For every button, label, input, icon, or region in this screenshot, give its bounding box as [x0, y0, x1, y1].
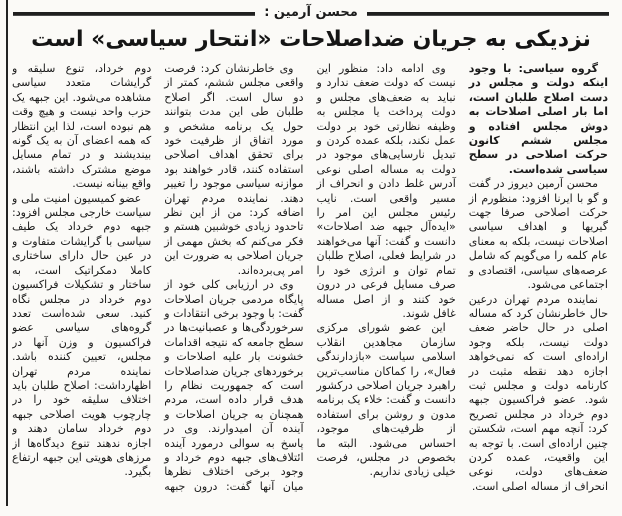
byline-rule-right	[367, 12, 609, 16]
paragraph: وی خاطرنشان کرد: فرصت واقعی مجلس ششم، کمتر از دو سال است. اگر اصلاح طلبان طی این مدت بتوانند حول یک برنامه مشخص و مورد اتفاق از ظرفیت خود برای تحقق اهداف اصلاحی استفاده کنند، قادر خواهند بود موازنه سیاسی موجود را تغییر دهند. نماینده مردم تهران اضافه کرد: من از این نظر تاحدود زیادی خوشبین هستم و فکر می‌کنم که بخش مهمی از جریان اصلاحی به ضرورت این امر پی‌برده‌اند.	[164, 62, 304, 277]
page-edge-rule	[6, 0, 8, 506]
paragraph: عضو کمیسیون امنیت ملی و سیاست خارجی مجلس افزود: جبهه دوم خرداد یک طیف سیاسی با گرایشات متفاوت و در عین حال دارای ساختاری کاملا دمکراتیک است، به ساختار و تشکیلات فراکسیون دوم خرداد در مجلس نگاه کنید. سعی شده‌است تعدد گروه‌های سیاسی عضو فراکسیون و وزن آنها در مجلس، تعیین کننده باشد. نماینده مردم تهران اظهارداشت: اصلاح طلبان باید اختلاف سلیقه خود را در چارچوب هویت اصلاحی جبهه دوم خرداد سامان دهند و اجازه ندهند تنوع دیدگاه‌ها از مرزهای هویتی این جبهه ارتفاع بگیرد.	[12, 191, 152, 479]
paragraph: این عضو شورای مرکزی سازمان مجاهدین انقلاب اسلامی سیاست «بازدارندگی فعال»، را کماکان مناسب‌ترین راهبرد جریان اصلاحی درکشور دانست و گفت: خلاء یک برنامه مدون و روشن برای استفاده از ظرفیت‌های موجود، احساس می‌شود. البته ما بخصوص در مجلس، فرصت خیلی زیادی نداریم.	[316, 321, 456, 479]
lead-paragraph: گروه سیاسی: با وجود اینکه دولت و مجلس در دست اصلاح طلبان است، اما بار اصلی اصلاحات به دوش مجلس افتاده و مجلس ششم کانون حرکت اصلاحی در سطح سیاسی شده‌است.	[468, 62, 608, 176]
byline: محسن آرمین :	[264, 5, 358, 20]
byline-row	[13, 6, 609, 22]
paragraph: محسن آرمین دیروز در گفت و گو با ایرنا افزود: منظورم از حرکت اصلاحی صرفا جهت گیریها و اهداف سیاسی اصلاحات نیست، بلکه به معنای عام کلمه را می‌گویم که شامل عرصه‌های سیاسی، اقتصادی و اجتماعی می‌شود.	[468, 177, 608, 292]
paragraph: وی در ارزیابی کلی خود از پایگاه مردمی جریان اصلاحات گفت: با وجود برخی انتقادات و سرخوردگی‌ها و عصبانیت‌ها در سطح جامعه که نتیجه اقدامات خشونت بار علیه اصلاحات و برخوردهای جریان ضداصلاحات است که جمهوریت نظام را هدف قرار داده است، مردم همچنان به جریان اصلاحات و آینده آن امیدوارند. وی در پاسخ به سوالی درمورد آینده ائتلاف‌های جبهه دوم خرداد و وجود برخی اختلاف نظرها میان آنها گفت: درون جبهه دوم خرداد، تنوع سلیقه و گرایشات متعدد سیاسی مشاهده می‌شود. این جبهه یک حزب واحد نیست و هیچ وقت هم نبوده است، لذا این انتظار که همه اعضای آن به یک گونه بیندیشند و در تمام مسایل موضع مشترک داشته باشند، واقع بینانه نیست.	[12, 62, 304, 493]
paragraph: وی ادامه داد: منظور این نیست که دولت ضعف ندارد و نباید به ضعف‌های مجلس و دولت پرداخت یا مجلس به وظیفه نظارتی خود بر دولت عمل نکند، بلکه عمده کردن و تبدیل نارسایی‌های موجود در دولت به مساله اصلی نوعی آدرس غلط دادن و انحراف از مسیر واقعی است. نایب رئیس مجلس این امر را «ایده‌آل جبهه ضد اصلاحات» دانست و گفت: آنها می‌خواهند در شرایط فعلی، اصلاح طلبان تمام توان و انرژی خود را صرف مسایل فرعی در درون خود کنند و از اصل مساله غافل شوند.	[316, 62, 456, 320]
article-body	[12, 62, 608, 504]
paragraph: نماینده مردم تهران درعین حال خاطرنشان کرد که مساله اصلی در حال حاضر ضعف دولت نیست، بلکه وجود اراده‌ای است که نمی‌خواهد اجازه دهد نقطه مثبت در کارنامه دولت و مجلس ثبت شود. عضو فراکسیون جبهه دوم خرداد در مجلس تصریح کرد: آنچه مهم است، شکستن چنین اراده‌ای است. با توجه به این واقعیت، عمده کردن ضعف‌های دولت، نوعی انحراف از مساله اصلی است.	[468, 292, 608, 493]
byline-rule-left	[13, 12, 255, 16]
headline: نزدیکی به جریان ضداصلاحات «انتحار سیاسی» است	[31, 27, 591, 52]
